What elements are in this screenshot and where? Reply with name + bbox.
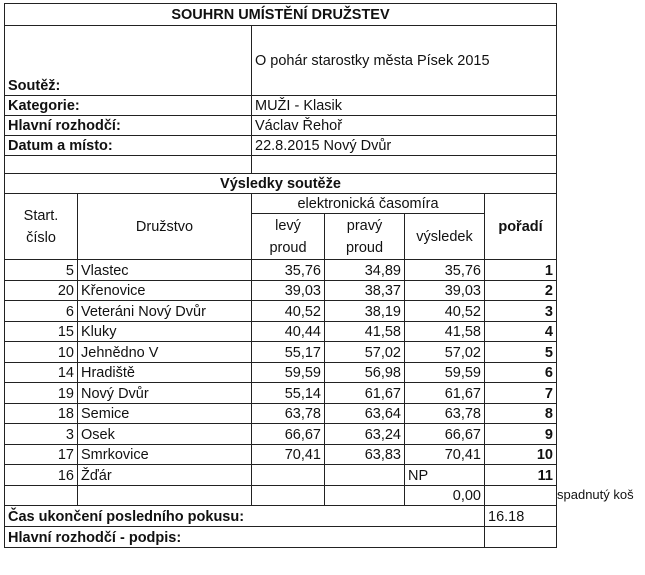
result-time: 41,58 xyxy=(405,321,485,342)
left-stream-time: 55,14 xyxy=(252,383,325,404)
result-time: 70,41 xyxy=(405,444,485,465)
start-number: 5 xyxy=(5,260,78,281)
col-start-number: Start. číslo xyxy=(5,194,78,260)
result-time: NP xyxy=(405,465,485,486)
start-number: 15 xyxy=(5,321,78,342)
rank: 9 xyxy=(485,424,557,445)
sheet-title: SOUHRN UMÍSTĚNÍ DRUŽSTEV xyxy=(5,4,557,26)
referee-value: Václav Řehoř xyxy=(252,116,557,136)
start-number: 3 xyxy=(5,424,78,445)
table-row xyxy=(5,383,557,404)
result-time: 61,67 xyxy=(405,383,485,404)
blank-cell xyxy=(325,485,405,505)
right-stream-time: 63,64 xyxy=(325,403,405,424)
start-number: 19 xyxy=(5,383,78,404)
last-attempt-label: Čas ukončení posledního pokusu: xyxy=(5,505,485,526)
table-row xyxy=(5,260,557,281)
table-row xyxy=(5,424,557,445)
last-attempt-value: 16.18 xyxy=(485,505,557,526)
category-value: MUŽI - Klasik xyxy=(252,96,557,116)
date-value: 22.8.2015 Nový Dvůr xyxy=(252,136,557,156)
right-stream-time: 38,19 xyxy=(325,301,405,322)
right-stream-time xyxy=(325,465,405,486)
right-stream-time: 34,89 xyxy=(325,260,405,281)
left-stream-time: 59,59 xyxy=(252,362,325,383)
table-row xyxy=(5,362,557,383)
col-electronic-timing: elektronická časomíra xyxy=(252,194,485,214)
blank-cell xyxy=(5,156,252,174)
table-row xyxy=(5,301,557,322)
table-row xyxy=(5,342,557,363)
rank: 10 xyxy=(485,444,557,465)
left-stream-time: 66,67 xyxy=(252,424,325,445)
team-name: Veteráni Nový Dvůr xyxy=(78,301,252,322)
left-stream-time: 55,17 xyxy=(252,342,325,363)
signature-label: Hlavní rozhodčí - podpis: xyxy=(5,526,485,547)
left-stream-time: 35,76 xyxy=(252,260,325,281)
rank: 7 xyxy=(485,383,557,404)
rank: 11 xyxy=(485,465,557,486)
result-time: 63,78 xyxy=(405,403,485,424)
rank: 2 xyxy=(485,280,557,301)
team-name: Smrkovice xyxy=(78,444,252,465)
right-stream-time: 41,58 xyxy=(325,321,405,342)
col-rank: pořadí xyxy=(485,194,557,260)
results-sheet xyxy=(4,3,557,548)
blank-cell xyxy=(78,485,252,505)
table-row xyxy=(5,444,557,465)
team-name: Křenovice xyxy=(78,280,252,301)
table-row xyxy=(5,280,557,301)
table-row xyxy=(5,321,557,342)
left-stream-time: 63,78 xyxy=(252,403,325,424)
start-number: 10 xyxy=(5,342,78,363)
blank-cell xyxy=(252,485,325,505)
col-team: Družstvo xyxy=(78,194,252,260)
right-stream-time: 63,24 xyxy=(325,424,405,445)
team-name: Kluky xyxy=(78,321,252,342)
start-number: 17 xyxy=(5,444,78,465)
left-stream-time xyxy=(252,465,325,486)
right-stream-time: 63,83 xyxy=(325,444,405,465)
col-left-stream: levý proud xyxy=(252,214,325,260)
results-table xyxy=(4,3,557,548)
date-label: Datum a místo: xyxy=(5,136,252,156)
right-stream-time: 61,67 xyxy=(325,383,405,404)
team-name: Jehnědno V xyxy=(78,342,252,363)
result-time: 57,02 xyxy=(405,342,485,363)
team-name: Žďár xyxy=(78,465,252,486)
result-time: 35,76 xyxy=(405,260,485,281)
blank-cell xyxy=(252,156,557,174)
competition-value: O pohár starostky města Písek 2015 xyxy=(252,26,557,96)
extra-result-value: 0,00 xyxy=(405,485,485,505)
blank-cell xyxy=(485,485,557,505)
results-heading: Výsledky soutěže xyxy=(5,174,557,194)
team-name: Nový Dvůr xyxy=(78,383,252,404)
category-label: Kategorie: xyxy=(5,96,252,116)
table-row xyxy=(5,403,557,424)
team-name: Semice xyxy=(78,403,252,424)
result-time: 59,59 xyxy=(405,362,485,383)
row-note: spadnutý koš xyxy=(557,487,634,502)
rank: 1 xyxy=(485,260,557,281)
team-name: Vlastec xyxy=(78,260,252,281)
team-name: Osek xyxy=(78,424,252,445)
result-rows xyxy=(5,260,557,486)
start-number: 6 xyxy=(5,301,78,322)
table-row xyxy=(5,465,557,486)
start-number: 20 xyxy=(5,280,78,301)
signature-field xyxy=(485,526,557,547)
rank: 6 xyxy=(485,362,557,383)
left-stream-time: 70,41 xyxy=(252,444,325,465)
team-name: Hradiště xyxy=(78,362,252,383)
col-right-stream: pravý proud xyxy=(325,214,405,260)
result-time: 66,67 xyxy=(405,424,485,445)
right-stream-time: 57,02 xyxy=(325,342,405,363)
competition-label: Soutěž: xyxy=(5,26,252,96)
blank-cell xyxy=(5,485,78,505)
right-stream-time: 56,98 xyxy=(325,362,405,383)
start-number: 16 xyxy=(5,465,78,486)
result-time: 40,52 xyxy=(405,301,485,322)
result-time: 39,03 xyxy=(405,280,485,301)
start-number: 18 xyxy=(5,403,78,424)
rank: 3 xyxy=(485,301,557,322)
right-stream-time: 38,37 xyxy=(325,280,405,301)
start-number: 14 xyxy=(5,362,78,383)
col-result: výsledek xyxy=(405,214,485,260)
rank: 4 xyxy=(485,321,557,342)
left-stream-time: 40,52 xyxy=(252,301,325,322)
referee-label: Hlavní rozhodčí: xyxy=(5,116,252,136)
left-stream-time: 39,03 xyxy=(252,280,325,301)
rank: 8 xyxy=(485,403,557,424)
rank: 5 xyxy=(485,342,557,363)
left-stream-time: 40,44 xyxy=(252,321,325,342)
